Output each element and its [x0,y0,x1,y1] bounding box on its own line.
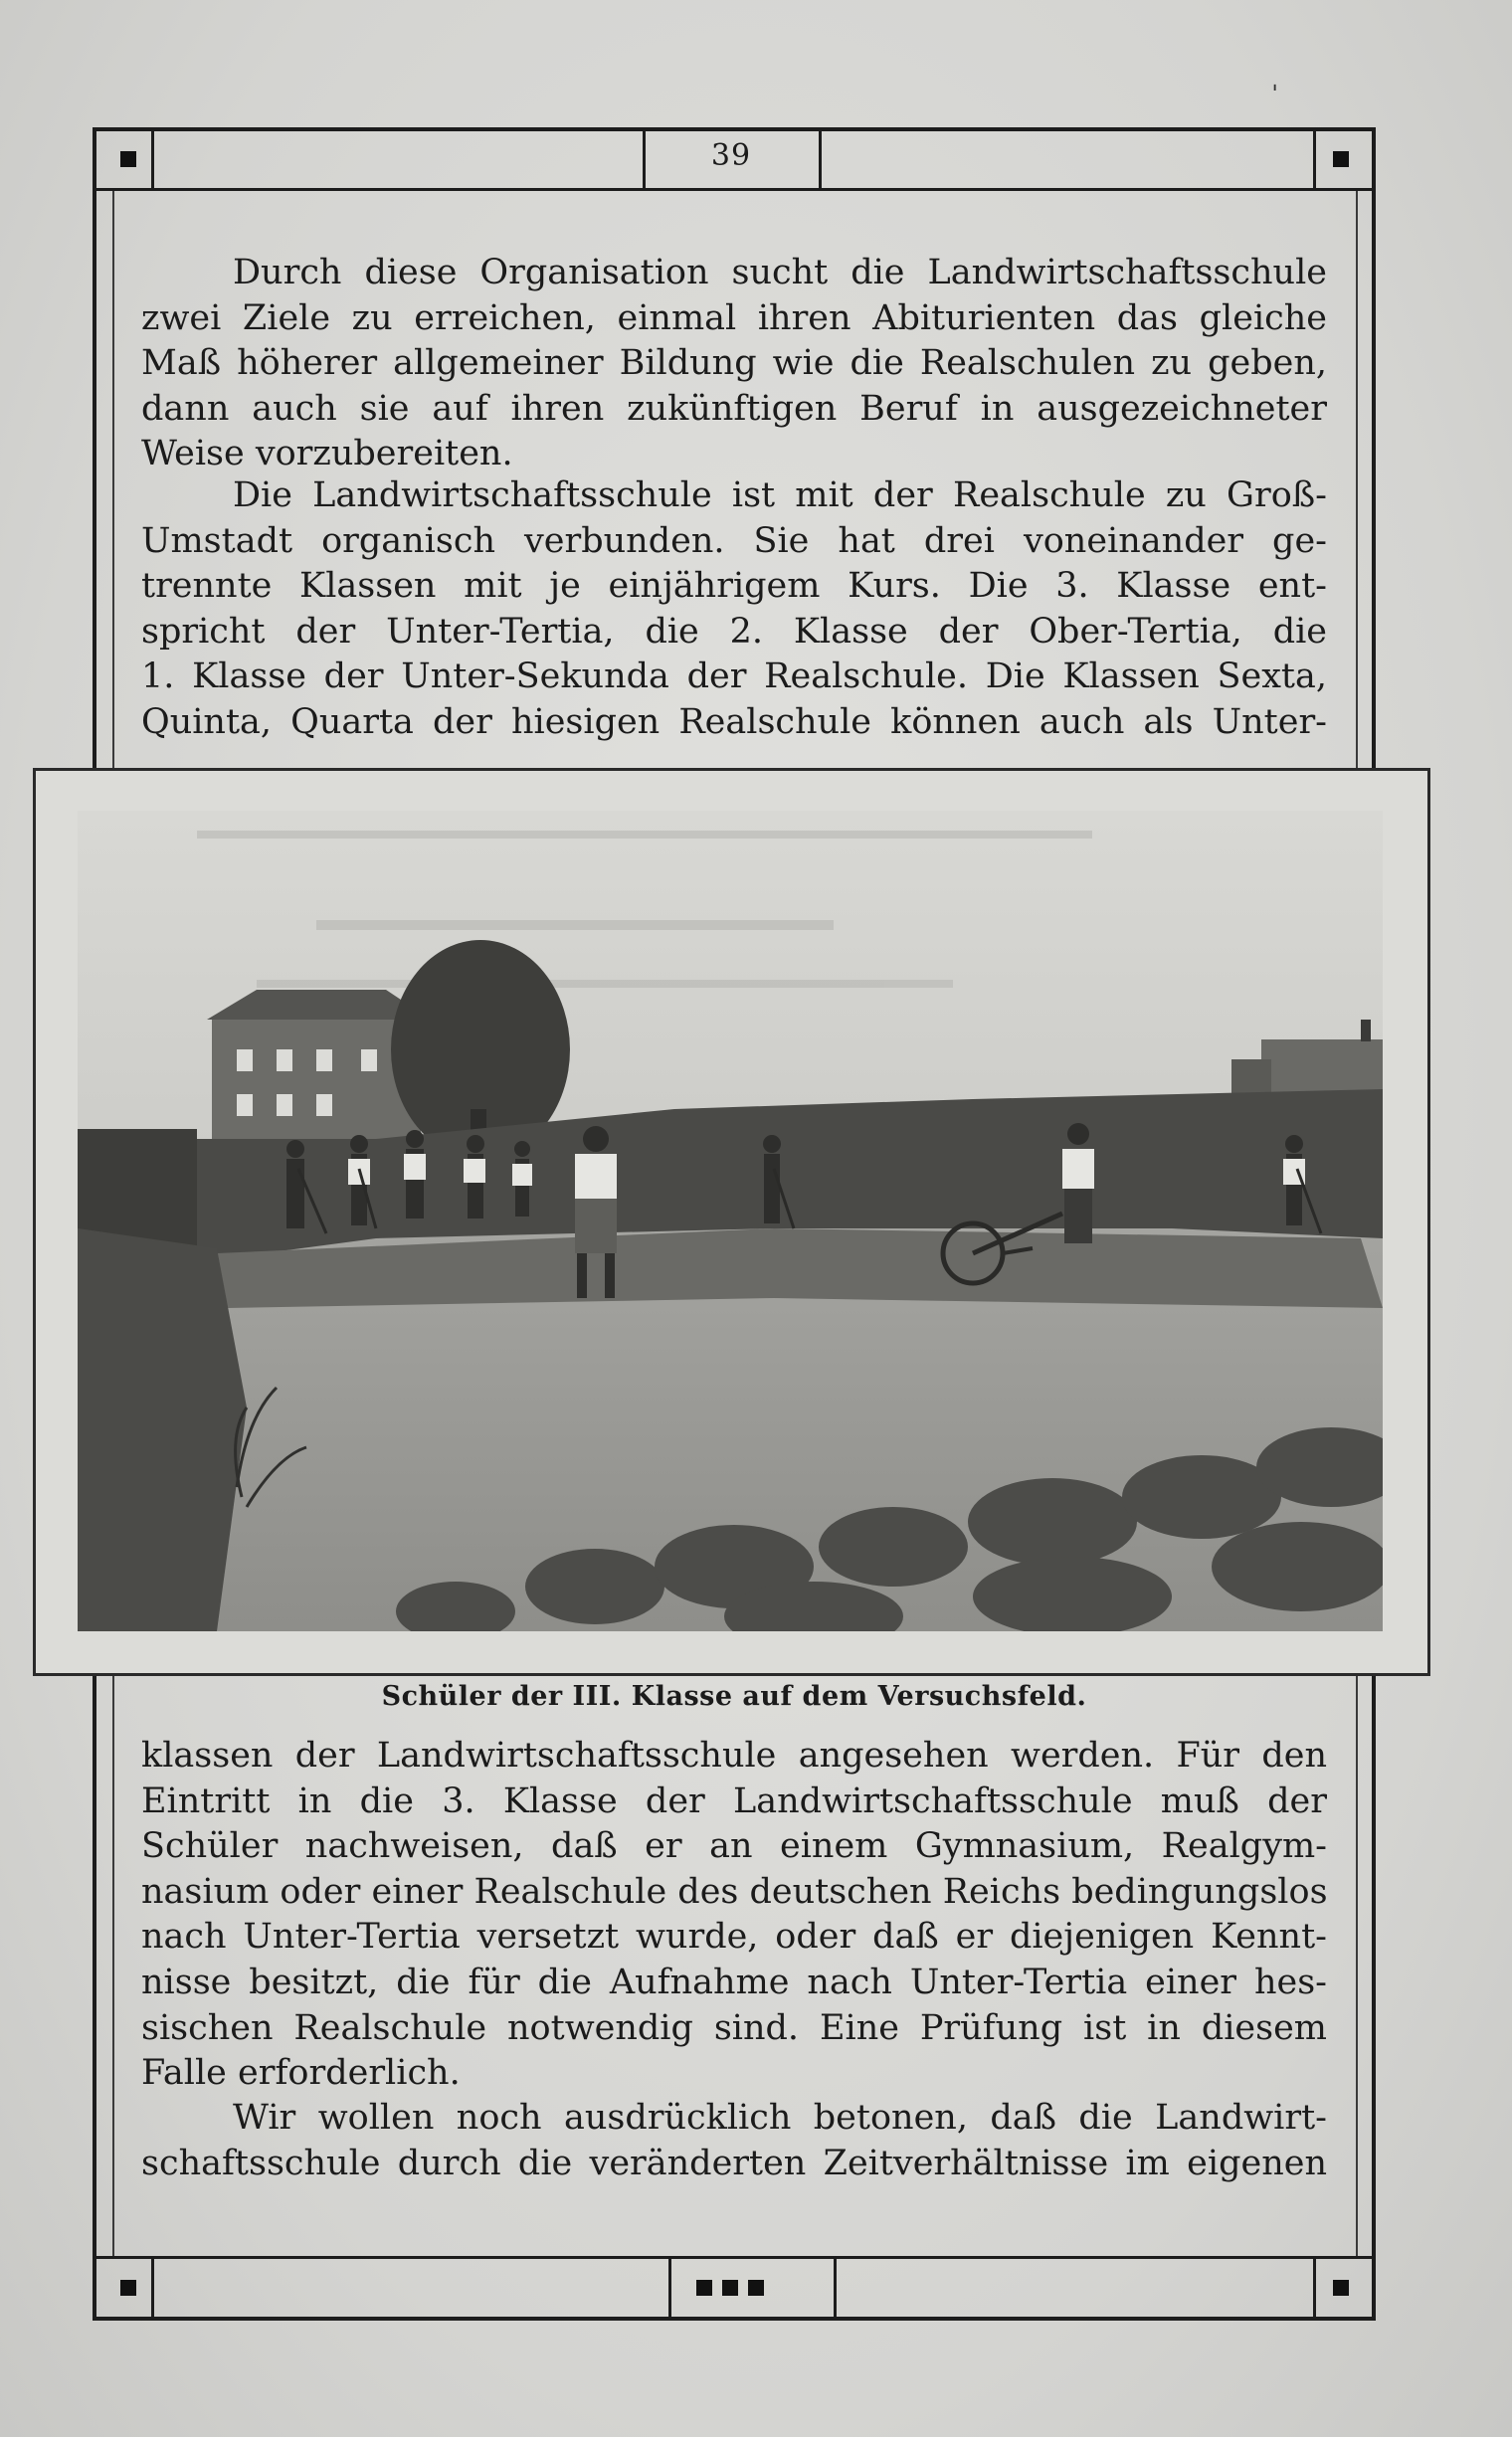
header-divider [151,129,154,191]
text-line: Falle erforderlich. [141,2053,461,2094]
text-line: 1. Klasse der Unter-Sekunda der Realschule. Die Klassen Sexta, [141,656,1327,697]
text-line: Umstadt organisch verbunden. Sie hat drei voneinander ge- [141,520,1327,561]
page-number: 39 [710,138,752,173]
text-line: spricht der Unter-Tertia, die 2. Klasse der Ober-Tertia, die [141,611,1327,652]
text-line: nasium oder einer Realschule des deutschen Reichs bedingungslos [141,1871,1328,1912]
square-ornament-icon [722,2280,738,2296]
paragraph-4 [141,2096,1327,2186]
paragraph-1 [141,251,1327,477]
text-line: nisse besitzt, die für die Aufnahme nach Unter-Tertia einer hes- [141,1962,1327,2002]
text-line: Weise vorzubereiten. [141,434,513,474]
text-line: Quinta, Quarta der hiesigen Realschule können auch als Unter- [141,701,1327,742]
footer-divider [834,2258,837,2320]
square-ornament-icon [120,2280,136,2296]
text-line: klassen der Landwirtschaftsschule angesehen werden. Für den [141,1736,1327,1776]
text-line: Durch diese Organisation sucht die Landwirtschaftsschule [233,253,1327,292]
square-ornament-icon [696,2280,712,2296]
text-line: Eintritt in die 3. Klasse der Landwirtschaftsschule muß der [141,1781,1327,1821]
square-ornament-icon [1333,2280,1349,2296]
text-line: Wir wollen noch ausdrücklich betonen, daß die Landwirt- [233,2098,1327,2138]
footer-divider [151,2258,154,2320]
text-line: schaftsschule durch die veränderten Zeitverhältnisse im eigenen [141,2143,1327,2183]
ink-speck: ˈ [1271,82,1279,111]
header-divider [1313,129,1316,191]
text-line: sischen Realschule notwendig sind. Eine Prüfung ist in diesem [141,2007,1327,2048]
square-ornament-icon [120,151,136,167]
text-line: Maß höherer allgemeiner Bildung wie die Realschulen zu geben, [141,343,1327,384]
text-line: dann auch sie auf ihren zukünftigen Beruf in ausgezeichneter [141,388,1327,429]
photo-illustration [78,811,1383,1631]
footer-divider [1313,2258,1316,2320]
text-line: zwei Ziele zu erreichen, einmal ihren Abiturienten das gleiche [141,297,1327,338]
text-line: Die Landwirtschaftsschule ist mit der Realschule zu Groß- [233,475,1327,515]
text-line: trennte Klassen mit je einjährigem Kurs. Die 3. Klasse ent- [141,566,1327,607]
paragraph-2 [141,473,1327,746]
figure-caption: Schüler der III. Klasse auf dem Versuchsfeld. [381,1681,1087,1712]
square-ornament-icon [1333,151,1349,167]
photograph-students-field [78,811,1383,1631]
square-ornament-icon [748,2280,764,2296]
text-line: Schüler nachweisen, daß er an einem Gymnasium, Realgym- [141,1826,1327,1867]
paragraph-3 [141,1734,1327,2097]
footer-divider [668,2258,671,2320]
text-line: nach Unter-Tertia versetzt wurde, oder daß er diejenigen Kennt- [141,1917,1327,1958]
